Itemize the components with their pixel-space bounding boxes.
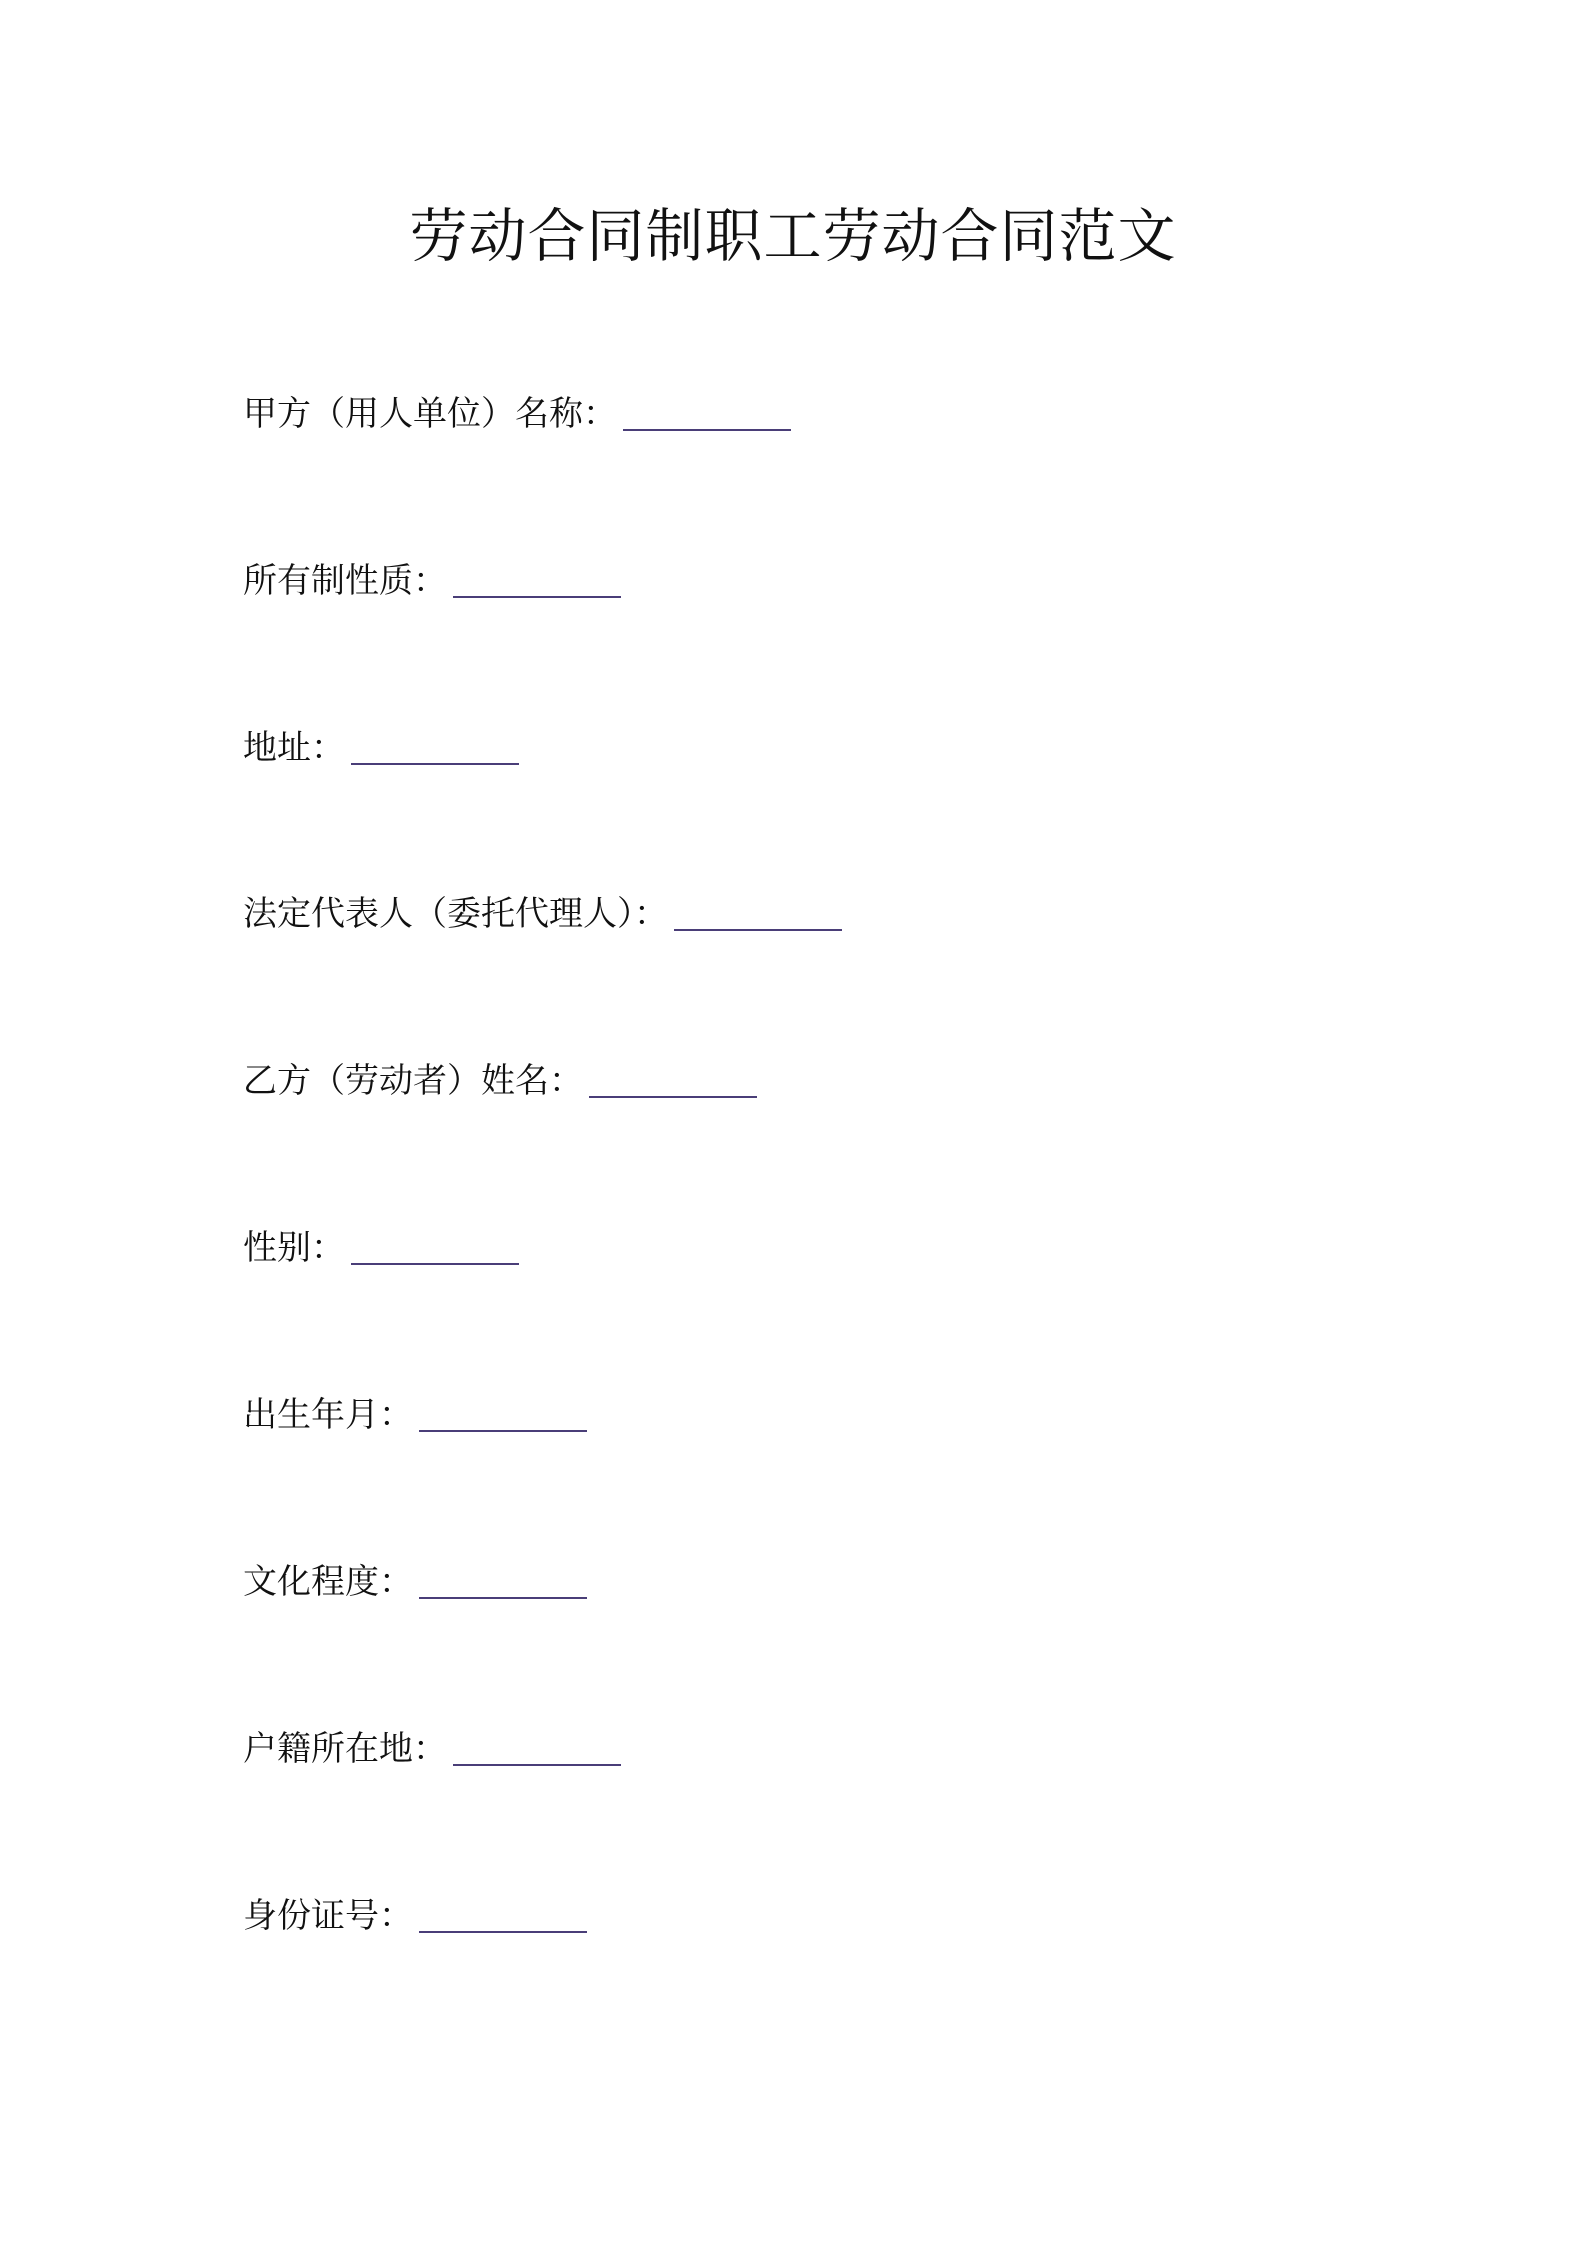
employee-name-blank[interactable] (589, 1064, 757, 1098)
id-number-field (243, 1880, 587, 1940)
address-field (243, 712, 519, 772)
legal-representative-field (243, 878, 842, 938)
field-label: 出生年月： (243, 1395, 413, 1435)
id-number-blank[interactable] (419, 1899, 587, 1933)
field-label: 文化程度： (243, 1562, 413, 1602)
field-label: 户籍所在地： (243, 1729, 447, 1769)
employer-name-field (243, 378, 791, 438)
field-label: 所有制性质： (243, 561, 447, 601)
field-label: 身份证号： (243, 1896, 413, 1936)
field-label: 性别： (243, 1228, 345, 1268)
field-label: 甲方（用人单位）名称： (243, 394, 617, 434)
address-blank[interactable] (351, 731, 519, 765)
education-level-field (243, 1546, 587, 1606)
legal-representative-blank[interactable] (674, 897, 842, 931)
gender-blank[interactable] (351, 1231, 519, 1265)
field-label: 地址： (243, 728, 345, 768)
birth-date-field (243, 1379, 587, 1439)
document-title: 劳动合同制职工劳动合同范文 (409, 202, 1177, 270)
gender-field (243, 1212, 519, 1272)
field-label: 乙方（劳动者）姓名： (243, 1061, 583, 1101)
ownership-type-field (243, 545, 621, 605)
birth-date-blank[interactable] (419, 1398, 587, 1432)
field-label: 法定代表人（委托代理人）： (243, 894, 668, 934)
household-registration-field (243, 1713, 621, 1773)
household-registration-blank[interactable] (453, 1732, 621, 1766)
employer-name-blank[interactable] (623, 397, 791, 431)
ownership-type-blank[interactable] (453, 564, 621, 598)
education-level-blank[interactable] (419, 1565, 587, 1599)
employee-name-field (243, 1045, 757, 1105)
